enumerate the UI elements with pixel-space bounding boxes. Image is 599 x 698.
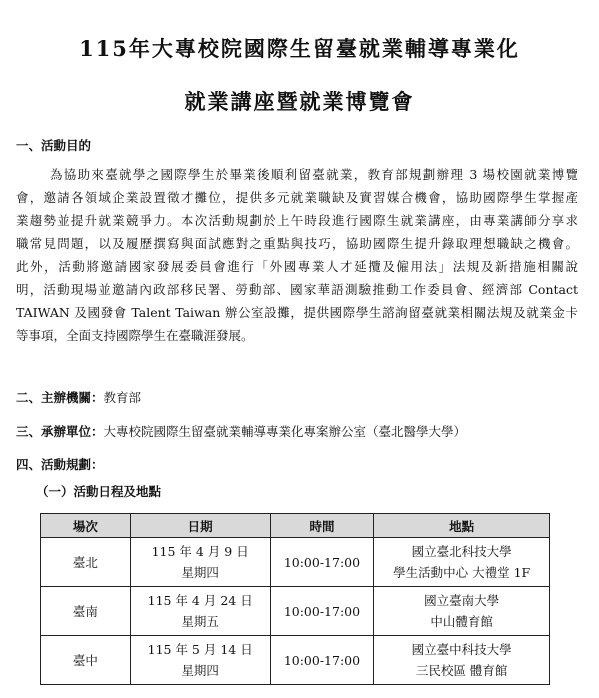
date-cell bbox=[130, 538, 270, 587]
table-header-row bbox=[41, 514, 550, 538]
date-text: 115 年 5 月 14 日 bbox=[147, 642, 253, 657]
executor-label: 三、承辦單位： bbox=[16, 424, 104, 439]
date-cell bbox=[130, 636, 270, 685]
paragraph-line: 此外，活動將邀請國家發展委員會進行「外國專業人才延攬及僱用法」法規及新措施相關說 bbox=[16, 259, 578, 274]
paragraph-line: 業趨勢並提升就業競爭力。本次活動規劃於上午時段進行國際生就業講座，由專業講師分享求 bbox=[16, 213, 578, 228]
session-cell: 臺北 bbox=[41, 538, 131, 587]
session-cell: 臺中 bbox=[41, 636, 131, 685]
session-cell: 臺南 bbox=[41, 587, 131, 636]
organizer-value: 教育部 bbox=[103, 390, 142, 405]
venue-detail: 中山體育館 bbox=[430, 614, 493, 629]
table-row bbox=[41, 538, 550, 587]
weekday-text: 星期四 bbox=[181, 663, 219, 678]
purpose-paragraph bbox=[16, 163, 578, 347]
venue-name: 國立臺北科技大學 bbox=[411, 544, 512, 559]
venue-cell bbox=[374, 587, 550, 636]
header-time: 時間 bbox=[270, 514, 374, 538]
section-heading-plan: 四、活動規劃： bbox=[16, 457, 104, 472]
time-cell: 10:00-17:00 bbox=[270, 587, 374, 636]
header-session: 場次 bbox=[41, 514, 131, 538]
date-text: 115 年 4 月 9 日 bbox=[151, 544, 249, 559]
venue-name: 國立臺中科技大學 bbox=[411, 642, 512, 657]
schedule-subheading: （一）活動日程及地點 bbox=[36, 484, 162, 499]
paragraph-line: 為協助來臺就學之國際學生於畢業後順利留臺就業，教育部規劃辦理 3 場校園就業博覽 bbox=[50, 167, 578, 182]
weekday-text: 星期四 bbox=[181, 565, 219, 580]
header-date: 日期 bbox=[130, 514, 270, 538]
table-row bbox=[41, 636, 550, 685]
venue-detail: 學生活動中心 大禮堂 1F bbox=[393, 565, 531, 580]
section-heading-purpose: 一、活動目的 bbox=[16, 138, 92, 153]
paragraph-line: 會，邀請各領域企業設置徵才攤位，提供多元就業職缺及實習媒合機會，協助國際學生掌握產 bbox=[16, 190, 578, 205]
header-venue: 地點 bbox=[374, 514, 550, 538]
executor-value: 大專校院國際生留臺就業輔導專業化專案辦公室（臺北醫學大學） bbox=[103, 424, 467, 439]
venue-name: 國立臺南大學 bbox=[424, 593, 500, 608]
date-cell bbox=[130, 587, 270, 636]
venue-detail: 三民校區 體育館 bbox=[415, 663, 508, 678]
section-executor bbox=[16, 422, 466, 440]
document-title: 115年大專校院國際生留臺就業輔導專業化 bbox=[79, 36, 520, 61]
venue-cell bbox=[374, 538, 550, 587]
time-cell: 10:00-17:00 bbox=[270, 538, 374, 587]
paragraph-line: TAIWAN 及國發會 Talent Taiwan 辦公室設攤，提供國際學生諮詢留臺就業相關法規及就業金卡 bbox=[16, 305, 578, 320]
paragraph-line: 明，活動現場並邀請內政部移民署、勞動部、國家華語測驗推動工作委員會、經濟部 Contact bbox=[16, 282, 578, 297]
document-subtitle: 就業講座暨就業博覽會 bbox=[184, 89, 415, 114]
venue-cell bbox=[374, 636, 550, 685]
table-row bbox=[41, 587, 550, 636]
paragraph-line: 等事項，全面支持國際學生在臺職涯發展。 bbox=[16, 328, 254, 343]
organizer-label: 二、主辦機關： bbox=[16, 390, 104, 405]
time-cell: 10:00-17:00 bbox=[270, 636, 374, 685]
date-text: 115 年 4 月 24 日 bbox=[147, 593, 253, 608]
schedule-table bbox=[40, 513, 550, 685]
weekday-text: 星期五 bbox=[181, 614, 219, 629]
paragraph-line: 職常見問題，以及履歷撰寫與面試應對之重點與技巧，協助國際生提升錄取理想職缺之機會。 bbox=[16, 236, 578, 251]
section-organizer bbox=[16, 388, 141, 406]
